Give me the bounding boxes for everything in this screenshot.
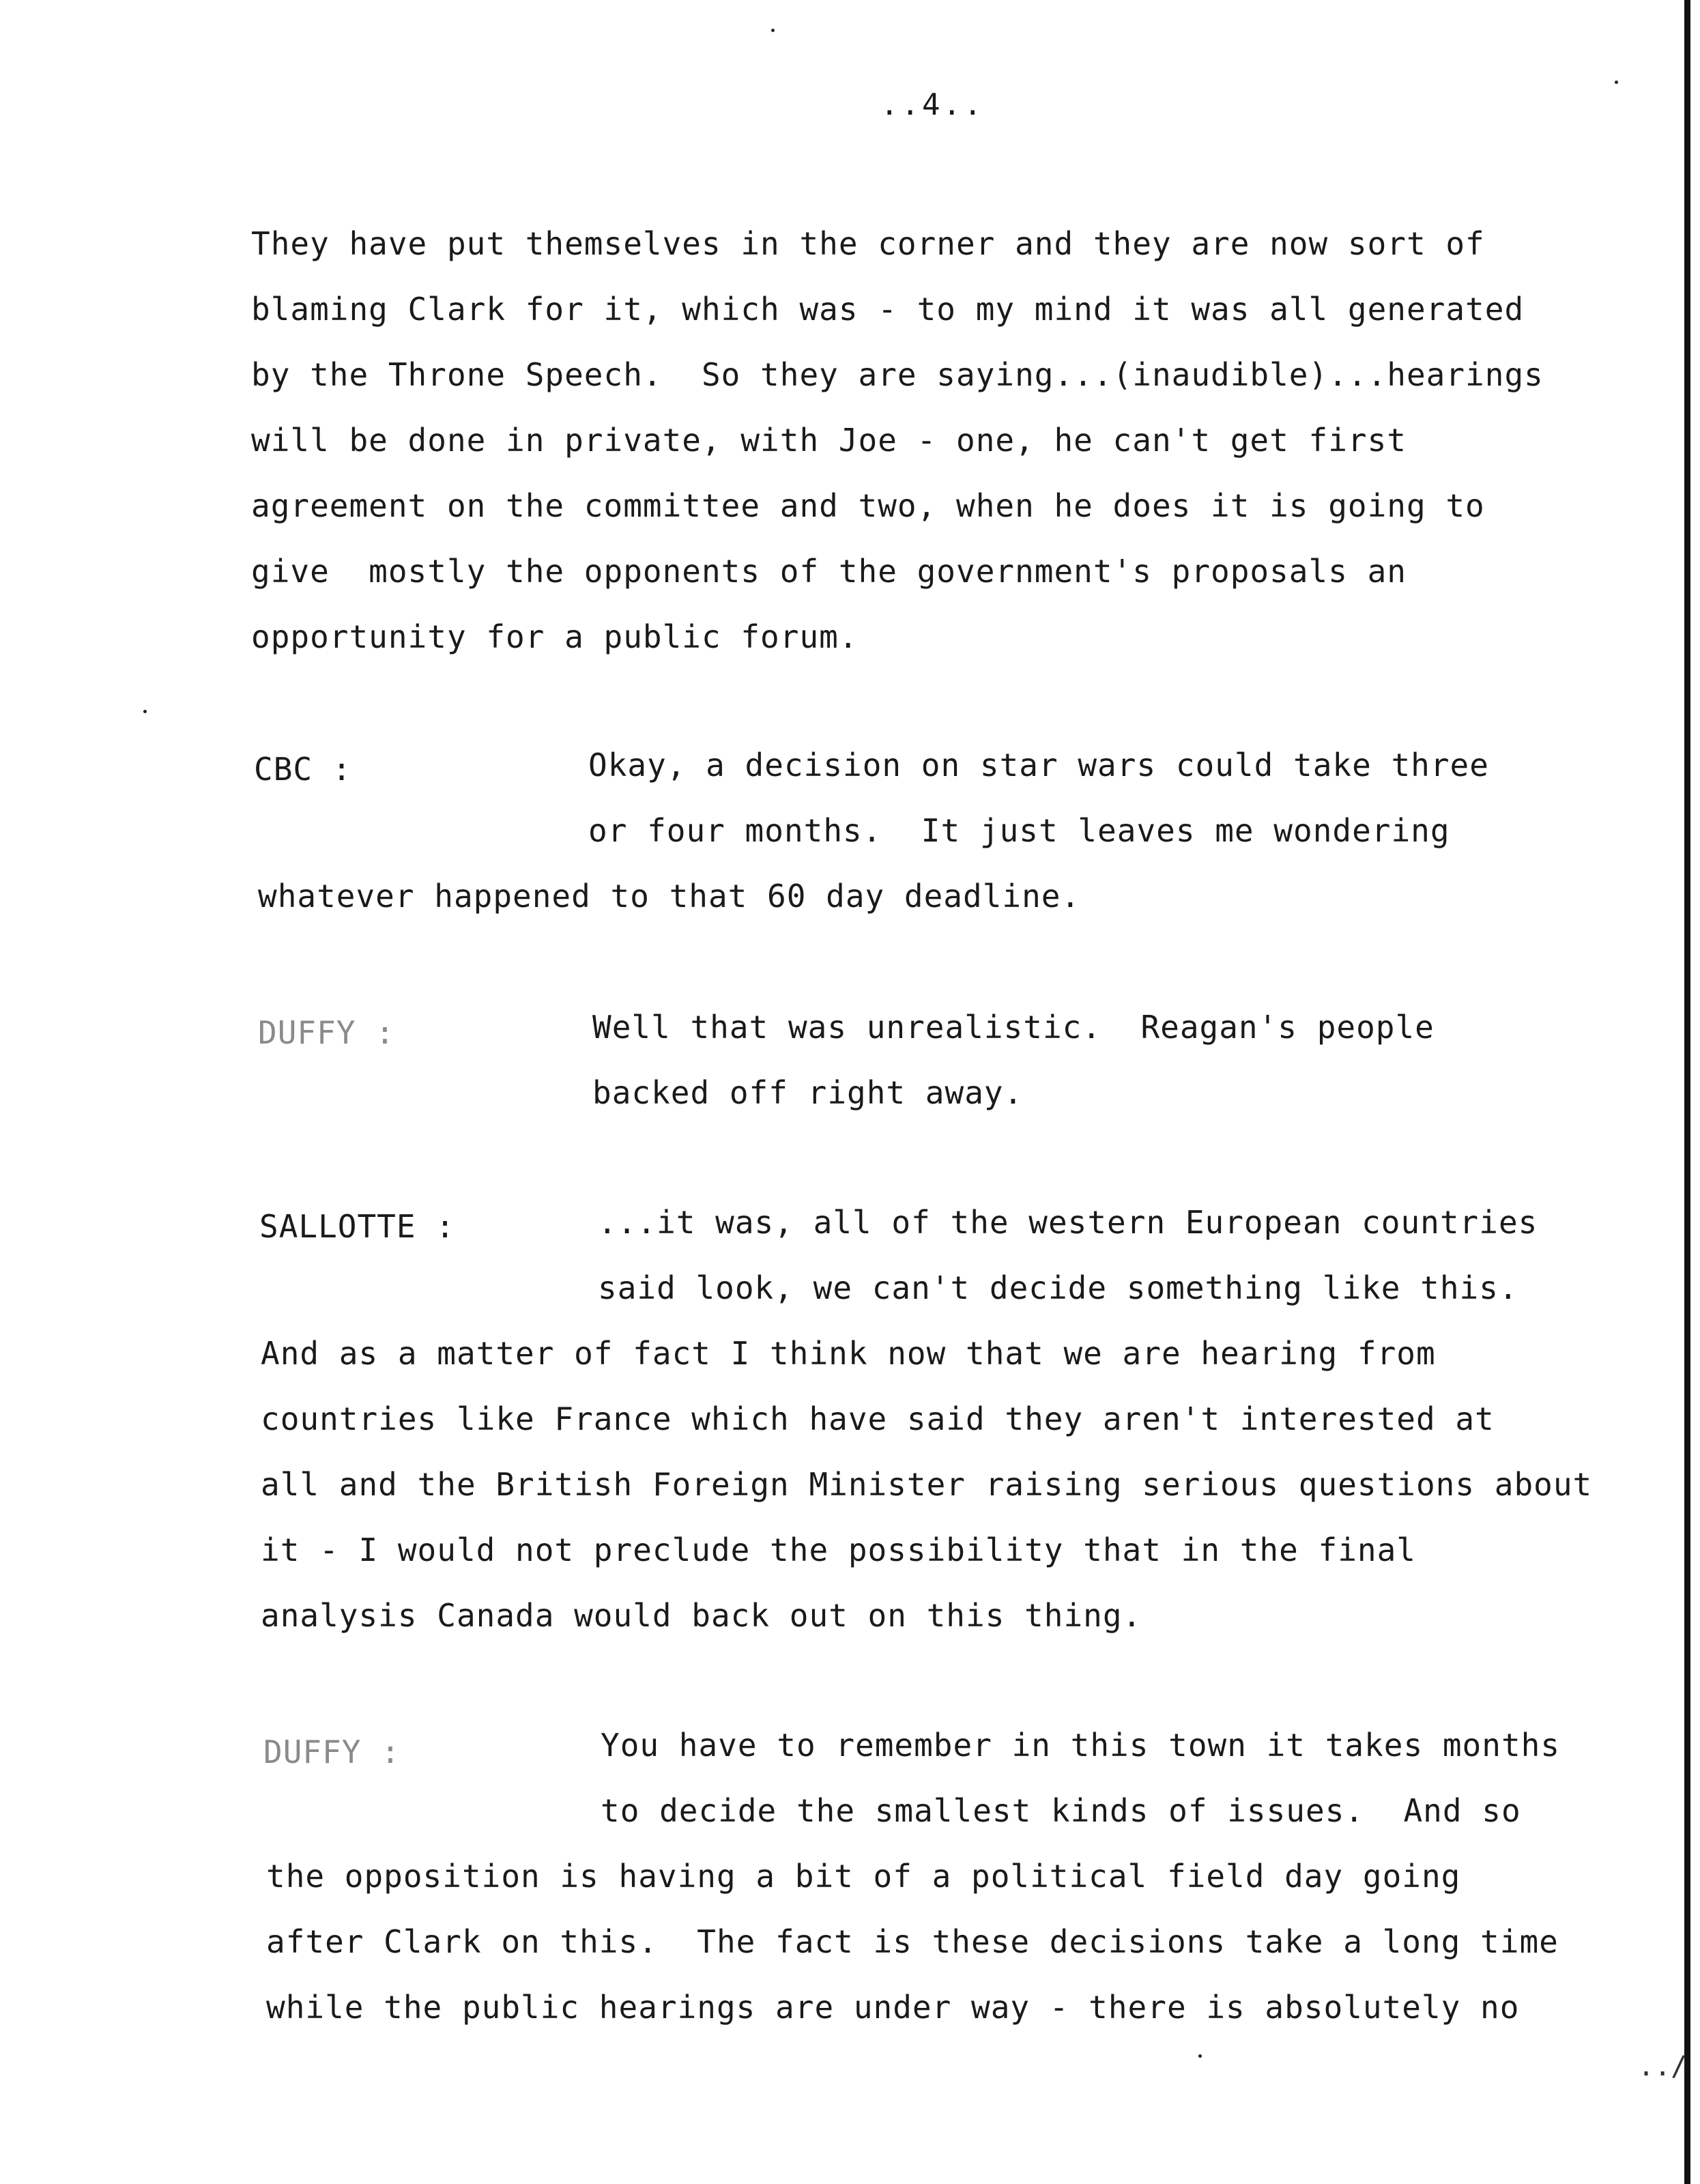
paragraph-line: They have put themselves in the corner and they are now sort of bbox=[251, 225, 1485, 262]
dialogue-line: said look, we can't decide something like this. bbox=[598, 1269, 1518, 1306]
page-number: ..4.. bbox=[880, 87, 985, 122]
dialogue-line: Well that was unrealistic. Reagan's people bbox=[592, 1009, 1435, 1046]
scan-speck bbox=[1198, 2054, 1202, 2058]
speaker-label: CBC : bbox=[254, 751, 352, 788]
dialogue-line: ...it was, all of the western European countries bbox=[598, 1204, 1538, 1241]
continued-mark: ../ bbox=[1638, 2051, 1688, 2082]
dialogue-line: all and the British Foreign Minister raising serious questions about bbox=[261, 1466, 1593, 1503]
dialogue-line: And as a matter of fact I think now that we are hearing from bbox=[261, 1335, 1436, 1372]
scan-speck bbox=[771, 29, 775, 32]
scan-speck bbox=[143, 710, 147, 713]
dialogue-line: the opposition is having a bit of a political field day going bbox=[266, 1858, 1461, 1895]
dialogue-line: it - I would not preclude the possibility that in the final bbox=[261, 1532, 1416, 1568]
scan-speck bbox=[1615, 81, 1618, 84]
dialogue-line: backed off right away. bbox=[592, 1074, 1024, 1111]
paragraph-line: will be done in private, with Joe - one, he can't get first bbox=[251, 422, 1407, 459]
dialogue-line: while the public hearings are under way - there is absolutely no bbox=[266, 1989, 1520, 2026]
dialogue-line: analysis Canada would back out on this thing. bbox=[261, 1597, 1142, 1634]
dialogue-line: Okay, a decision on star wars could take three bbox=[588, 747, 1489, 784]
dialogue-line: or four months. It just leaves me wondering bbox=[588, 812, 1450, 849]
paragraph-line: by the Throne Speech. So they are saying...(inaudible)...hearings bbox=[251, 356, 1544, 393]
paragraph-line: give mostly the opponents of the government's proposals an bbox=[251, 553, 1407, 590]
speaker-label: DUFFY : bbox=[263, 1734, 401, 1770]
speaker-label: DUFFY : bbox=[258, 1014, 395, 1051]
paragraph-line: opportunity for a public forum. bbox=[251, 618, 859, 655]
dialogue-line: after Clark on this. The fact is these decisions take a long time bbox=[266, 1923, 1559, 1960]
dialogue-line: to decide the smallest kinds of issues. And so bbox=[601, 1792, 1521, 1829]
dialogue-line: countries like France which have said they aren't interested at bbox=[261, 1400, 1495, 1437]
dialogue-line: whatever happened to that 60 day deadline. bbox=[258, 878, 1081, 915]
paragraph-line: blaming Clark for it, which was - to my mind it was all generated bbox=[251, 291, 1525, 328]
speaker-label: SALLOTTE : bbox=[259, 1208, 455, 1245]
paragraph-line: agreement on the committee and two, when he does it is going to bbox=[251, 487, 1485, 524]
dialogue-line: You have to remember in this town it takes months bbox=[601, 1727, 1561, 1764]
page-edge-line bbox=[1684, 0, 1690, 2184]
